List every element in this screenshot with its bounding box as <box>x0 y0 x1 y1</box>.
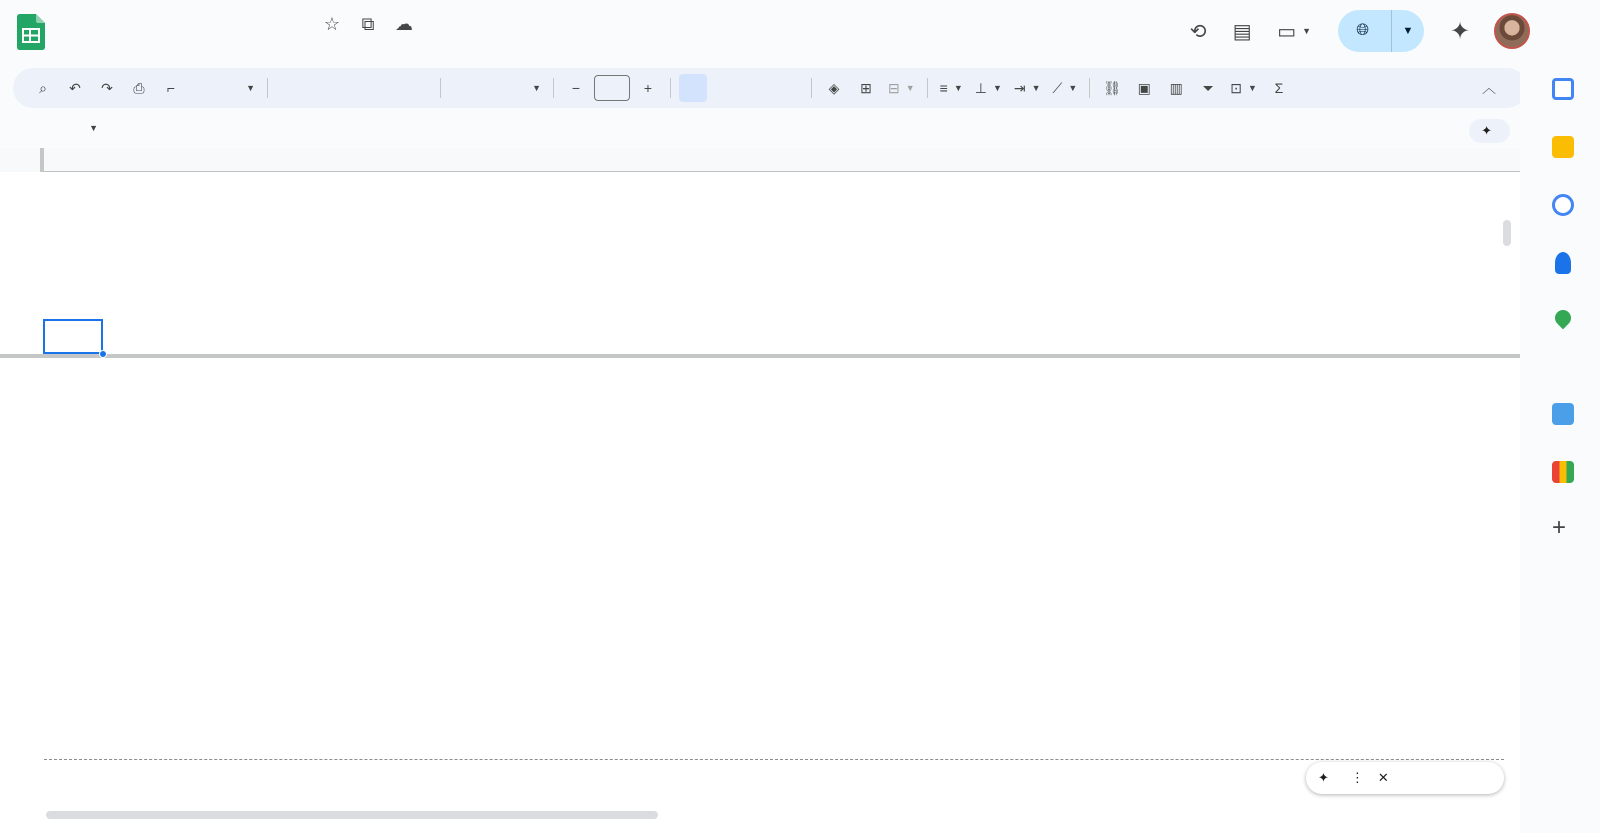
text-color-button[interactable] <box>775 74 803 102</box>
divider <box>267 78 268 98</box>
frozen-row-divider[interactable] <box>0 354 1532 358</box>
divider <box>553 78 554 98</box>
divider <box>811 78 812 98</box>
star-icon[interactable]: ☆ <box>323 13 341 34</box>
chevron-down-icon: ▼ <box>246 83 255 93</box>
borders-icon[interactable]: ⊞ <box>860 79 872 96</box>
gemini-spark-icon: ✦ <box>1481 123 1492 138</box>
text-wrapping-icon[interactable]: ⇥ ▼ <box>1013 79 1041 96</box>
share-button[interactable] <box>1338 10 1424 52</box>
active-cell-outline <box>43 319 103 354</box>
select-all-corner[interactable] <box>0 148 44 172</box>
merge-cells-icon[interactable]: ⊟ ▼ <box>888 79 915 96</box>
paint-format-icon[interactable]: ⌐ <box>166 80 176 96</box>
comments-icon[interactable]: ▤ <box>1232 20 1252 43</box>
more-formats-button[interactable] <box>404 74 432 102</box>
divider <box>927 78 928 98</box>
horizontal-scrollbar[interactable] <box>46 811 658 819</box>
decrease-decimal-button[interactable] <box>340 74 368 102</box>
print-icon[interactable]: ⎙ <box>133 79 145 96</box>
sheets-logo-icon[interactable] <box>17 14 45 50</box>
move-folder-icon[interactable]: ⧉ <box>361 13 375 34</box>
font-size-input[interactable] <box>594 75 630 101</box>
redo-icon[interactable]: ↷ <box>101 79 113 96</box>
addon-icon[interactable] <box>1552 403 1574 425</box>
filter-views-icon[interactable]: ⊡ ▼ <box>1230 79 1257 96</box>
cloud-status-icon[interactable]: ☁ <box>395 13 413 34</box>
font-select[interactable] <box>449 74 545 102</box>
search-menus-icon[interactable]: ⌕ <box>39 79 47 96</box>
meet-icon[interactable]: ▭ ▼ <box>1277 20 1312 43</box>
avatar[interactable] <box>1494 13 1530 49</box>
bold-button[interactable] <box>679 74 707 102</box>
analyze-data-chip[interactable] <box>1306 762 1504 794</box>
tasks-icon[interactable] <box>1552 194 1574 216</box>
chevron-down-icon: ▼ <box>532 83 541 93</box>
version-history-icon[interactable]: ⟲ <box>1189 20 1207 43</box>
insert-chart-icon[interactable]: ▥ <box>1169 79 1183 96</box>
maps-icon[interactable] <box>1552 307 1575 330</box>
functions-icon[interactable]: Σ <box>1274 80 1284 96</box>
fill-color-icon[interactable]: ◈ <box>828 79 840 96</box>
column-headers <box>0 148 1532 172</box>
decrease-font-size-icon[interactable]: − <box>571 80 581 96</box>
contacts-icon[interactable] <box>1555 252 1571 274</box>
add-addon-icon[interactable]: + <box>1552 514 1567 541</box>
summarize-data-button[interactable] <box>1469 119 1510 143</box>
vertical-align-icon[interactable]: ⊥ ▼ <box>974 79 1002 96</box>
copy-marquee <box>44 759 1504 760</box>
italic-button[interactable] <box>711 74 739 102</box>
insert-comment-icon[interactable]: ▣ <box>1137 79 1151 96</box>
side-panel <box>1520 62 1600 833</box>
currency-format-button[interactable] <box>276 74 304 102</box>
filter-icon[interactable]: ⏷ <box>1202 79 1214 96</box>
divider <box>1089 78 1090 98</box>
increase-decimal-button[interactable] <box>372 74 400 102</box>
fill-handle[interactable] <box>99 350 107 358</box>
toolbar <box>13 68 1527 108</box>
formula-bar <box>0 117 1520 147</box>
divider <box>670 78 671 98</box>
spreadsheet-grid[interactable] <box>0 148 1532 833</box>
gemini-icon[interactable]: ✦ <box>1449 17 1471 45</box>
text-rotation-icon[interactable]: ⟋ ▼ <box>1052 79 1078 96</box>
calendar-icon[interactable] <box>1552 78 1574 100</box>
name-box[interactable] <box>10 123 98 133</box>
collapse-toolbar-icon[interactable]: ︿ <box>1482 80 1496 96</box>
strikethrough-button[interactable] <box>743 74 771 102</box>
share-dropdown-icon[interactable]: ▼ <box>1402 25 1414 37</box>
title-bar <box>0 0 1545 62</box>
horizontal-align-icon[interactable]: ≡ ▼ <box>939 80 963 96</box>
zoom-select[interactable] <box>189 74 259 102</box>
increase-font-size-icon[interactable]: + <box>643 80 653 96</box>
more-options-icon[interactable]: ⋮ <box>1350 770 1364 785</box>
vertical-scrollbar[interactable] <box>1503 220 1511 246</box>
close-icon[interactable]: ✕ <box>1377 770 1389 785</box>
percent-format-button[interactable] <box>308 74 336 102</box>
chevron-down-icon: ▼ <box>89 123 98 133</box>
addon-grid-icon[interactable] <box>1552 461 1574 483</box>
keep-icon[interactable] <box>1552 136 1574 158</box>
globe-icon: 🌐︎ <box>1356 22 1369 39</box>
gemini-spark-icon: ✦ <box>1318 770 1329 785</box>
divider <box>440 78 441 98</box>
insert-link-icon[interactable]: ⛓ <box>1103 79 1122 96</box>
undo-icon[interactable]: ↶ <box>69 79 81 96</box>
